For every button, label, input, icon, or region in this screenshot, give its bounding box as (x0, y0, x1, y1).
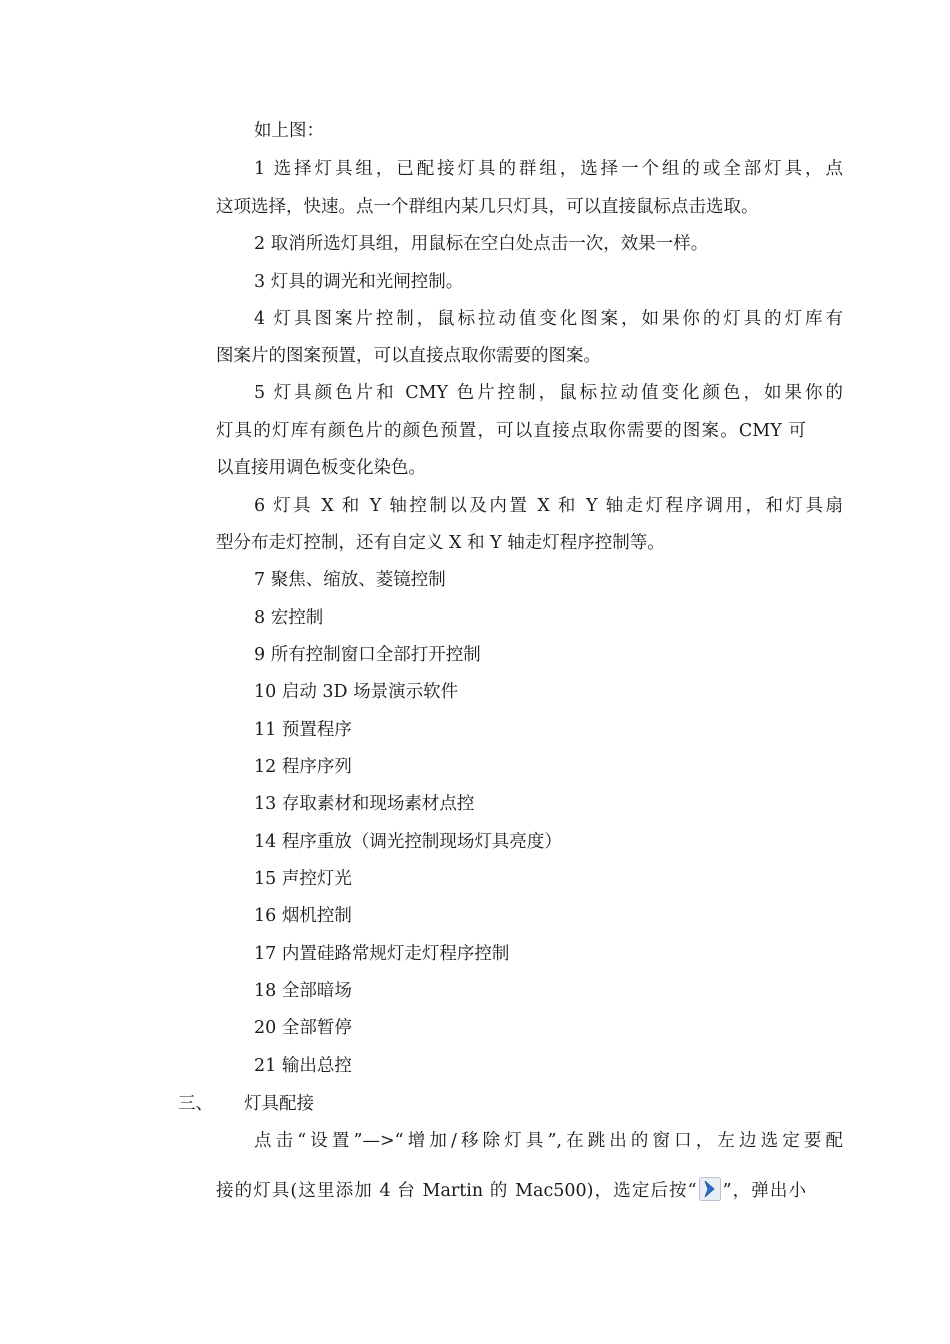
list-item: 13 存取素材和现场素材点控 (254, 794, 475, 814)
list-item: 16 烟机控制 (254, 906, 352, 926)
list-item: 3 灯具的调光和光闸控制。 (254, 272, 464, 292)
section-number: 三、 (178, 1094, 213, 1114)
list-item: 4 灯具图案片控制，鼠标拉动值变化图案，如果你的灯具的灯库有 (254, 309, 843, 329)
list-item: 2 取消所选灯具组，用鼠标在空白处点击一次，效果一样。 (254, 234, 709, 254)
intro-text: 如上图： (254, 121, 324, 141)
add-arrow-icon (699, 1177, 721, 1201)
list-item: 14 程序重放（调光控制现场灯具亮度） (254, 832, 562, 852)
list-item: 18 全部暗场 (254, 981, 352, 1001)
list-item: 6 灯具 X 和 Y 轴控制以及内置 X 和 Y 轴走灯程序调用，和灯具扇 (254, 496, 843, 516)
list-item: 12 程序序列 (254, 757, 352, 777)
list-item-continuation: 图案片的图案预置，可以直接点取你需要的图案。 (216, 346, 601, 366)
paragraph-line: 点击“设置”—>“增加/移除灯具”,在跳出的窗口，左边选定要配 (254, 1131, 843, 1151)
list-item: 21 输出总控 (254, 1056, 352, 1076)
list-item-continuation: 型分布走灯控制，还有自定义 X 和 Y 轴走灯程序控制等。 (216, 533, 665, 553)
list-item: 9 所有控制窗口全部打开控制 (254, 645, 481, 665)
list-item-continuation: 这项选择，快速。点一个群组内某几只灯具，可以直接鼠标点击选取。 (216, 197, 759, 217)
list-item: 15 声控灯光 (254, 869, 352, 889)
paragraph-text: 接的灯具(这里添加 4 台 Martin 的 Mac500)，选定后按“ (216, 1181, 697, 1201)
list-item: 5 灯具颜色片和 CMY 色片控制，鼠标拉动值变化颜色，如果你的 (254, 383, 843, 403)
list-item-continuation: 以直接用调色板变化染色。 (216, 458, 426, 478)
list-item: 8 宏控制 (254, 608, 324, 628)
section-title: 灯具配接 (244, 1094, 314, 1114)
paragraph-text: ”，弹出小 (722, 1181, 806, 1201)
list-item: 20 全部暂停 (254, 1018, 352, 1038)
list-item: 17 内置硅路常规灯走灯程序控制 (254, 944, 510, 964)
list-item: 1 选择灯具组，已配接灯具的群组，选择一个组的或全部灯具，点 (254, 159, 843, 179)
section-heading (178, 1092, 314, 1116)
list-item-continuation: 灯具的灯库有颜色片的颜色预置，可以直接点取你需要的图案。CMY 可 (216, 421, 806, 441)
list-item: 10 启动 3D 场景演示软件 (254, 682, 459, 702)
paragraph-line (216, 1177, 806, 1203)
list-item: 11 预置程序 (254, 720, 352, 740)
list-item: 7 聚焦、缩放、菱镜控制 (254, 570, 446, 590)
